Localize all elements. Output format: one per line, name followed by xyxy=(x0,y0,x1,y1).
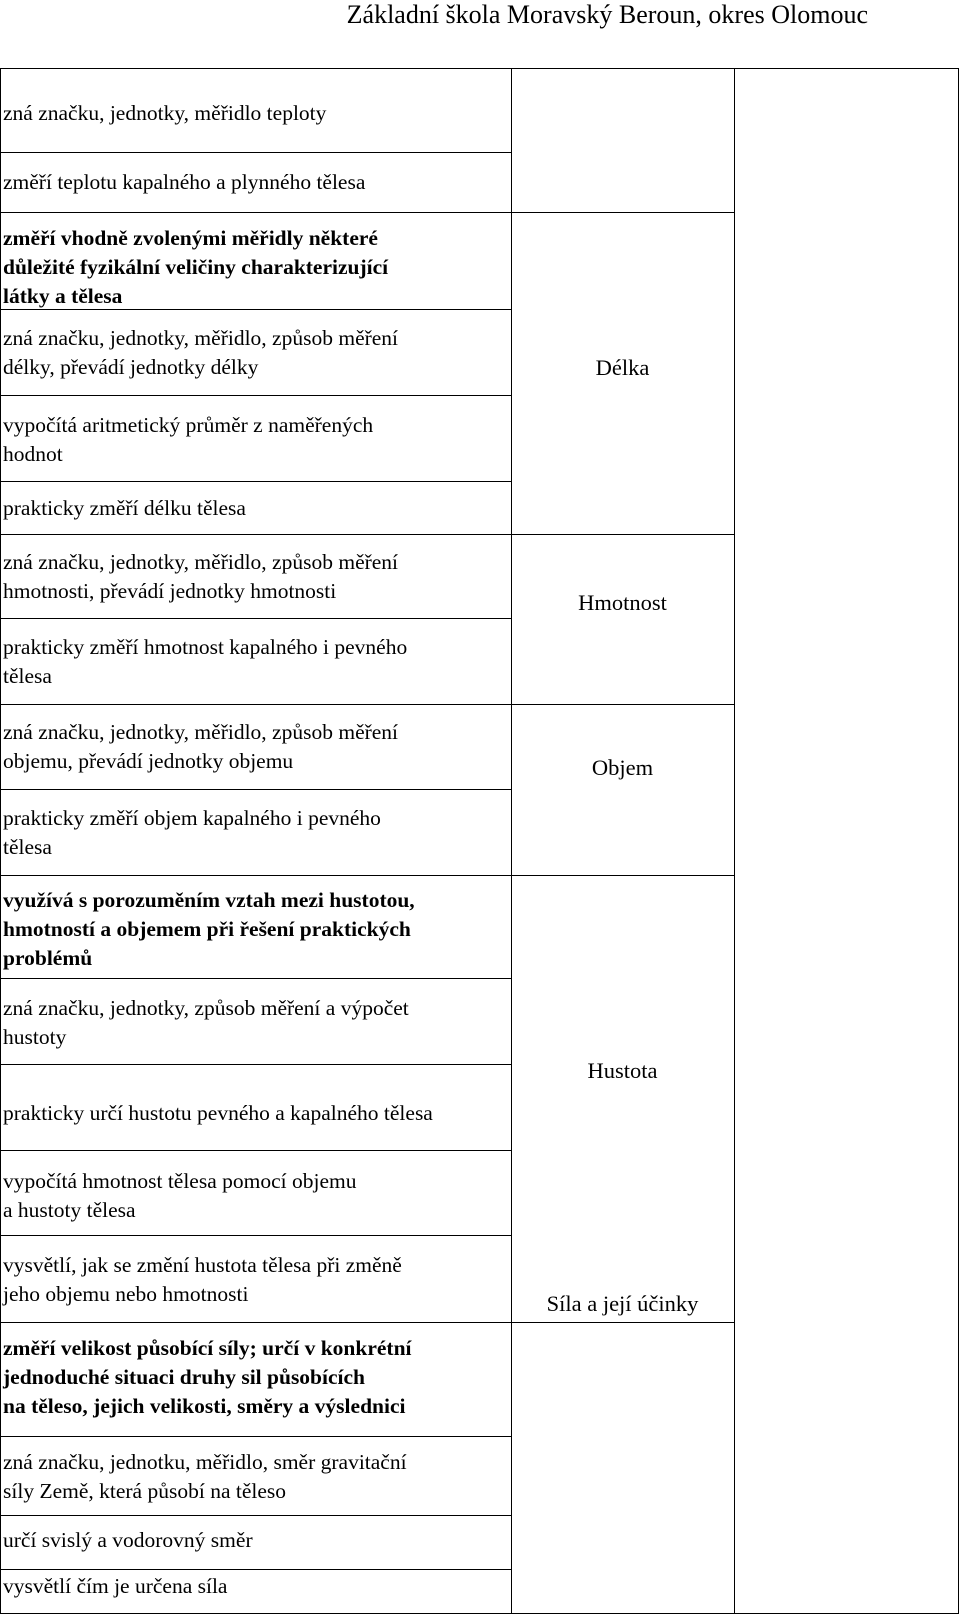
topic-label: Objem xyxy=(591,755,654,780)
row-divider xyxy=(1,1322,511,1323)
topic-divider xyxy=(511,534,734,535)
outcome-row xyxy=(1,1334,511,1421)
outcome-line: vysvětlí, jak se změní hustota tělesa při změně xyxy=(3,1253,402,1277)
outcome-line: zná značku, jednotku, měřidlo, směr gravitační xyxy=(3,1450,407,1474)
topic-label: Hmotnost xyxy=(578,590,667,615)
topic-divider xyxy=(511,1322,734,1323)
outcome-line: vysvětlí čím je určena síla xyxy=(3,1574,228,1598)
outcome-line: na těleso, jejich velikosti, směry a výslednici xyxy=(3,1394,406,1418)
row-divider xyxy=(1,481,511,482)
outcome-row xyxy=(1,168,511,197)
outcome-line: zná značku, jednotky, měřidlo teploty xyxy=(3,101,327,125)
outcome-line: změří teplotu kapalného a plynného tělesa xyxy=(3,170,366,194)
outcome-line: prakticky změří hmotnost kapalného i pevného xyxy=(3,635,408,659)
row-divider xyxy=(1,789,511,790)
outcome-line: hustoty xyxy=(3,1025,67,1049)
outcome-line: hodnot xyxy=(3,442,63,466)
outcome-row xyxy=(1,1251,511,1309)
outcome-row xyxy=(1,718,511,776)
topic-label: Hustota xyxy=(587,1058,658,1083)
outcome-line: zná značku, jednotky, měřidlo, způsob měření xyxy=(3,326,399,350)
curriculum-table xyxy=(0,68,959,1614)
outcome-row xyxy=(1,548,511,606)
outcome-row xyxy=(1,1526,511,1555)
outcome-line: a hustoty tělesa xyxy=(3,1198,136,1222)
row-divider xyxy=(1,309,511,310)
row-divider xyxy=(1,618,511,619)
outcome-line: látky a tělesa xyxy=(3,284,123,308)
outcome-row xyxy=(1,411,511,469)
topic-divider xyxy=(511,875,734,876)
outcome-line: délky, převádí jednotky délky xyxy=(3,355,259,379)
outcome-row xyxy=(1,994,511,1052)
column-divider-2 xyxy=(734,69,735,1613)
outcome-row xyxy=(1,99,511,128)
outcome-line: prakticky změří délku tělesa xyxy=(3,496,246,520)
row-divider xyxy=(1,1150,511,1151)
outcome-row xyxy=(1,886,511,973)
school-header: Základní škola Moravský Beroun, okres Olomouc xyxy=(346,0,868,29)
row-divider xyxy=(1,1569,511,1570)
row-divider xyxy=(1,875,511,876)
row-divider xyxy=(1,395,511,396)
outcome-line: síly Země, která působí na těleso xyxy=(3,1479,287,1503)
outcome-line: objemu, převádí jednotky objemu xyxy=(3,749,294,773)
outcome-row xyxy=(1,804,511,862)
outcome-row xyxy=(1,494,511,523)
outcome-line: vypočítá hmotnost tělesa pomocí objemu xyxy=(3,1169,357,1193)
outcome-line: využívá s porozuměním vztah mezi hustotou, xyxy=(3,888,415,912)
outcome-row xyxy=(1,224,511,311)
topic-label: Síla a její účinky xyxy=(546,1291,699,1316)
outcome-row xyxy=(1,1099,511,1128)
outcome-line: zná značku, jednotky, měřidlo, způsob měření xyxy=(3,550,399,574)
row-divider xyxy=(1,152,511,153)
row-divider xyxy=(1,978,511,979)
row-divider xyxy=(1,1235,511,1236)
outcome-line: jeho objemu nebo hmotnosti xyxy=(3,1282,249,1306)
outcome-line: určí svislý a vodorovný směr xyxy=(3,1528,253,1552)
outcome-line: zná značku, jednotky, měřidlo, způsob měření xyxy=(3,720,399,744)
outcome-line: problémů xyxy=(3,946,93,970)
topic-label: Délka xyxy=(595,355,650,380)
outcome-row xyxy=(1,324,511,382)
outcome-row xyxy=(1,1167,511,1225)
row-divider xyxy=(1,704,511,705)
row-divider xyxy=(1,534,511,535)
outcome-line: zná značku, jednotky, způsob měření a výpočet xyxy=(3,996,409,1020)
topic-divider xyxy=(511,212,734,213)
outcome-row xyxy=(1,633,511,691)
row-divider xyxy=(1,1064,511,1065)
outcome-line: tělesa xyxy=(3,664,52,688)
column-divider-1 xyxy=(511,69,512,1613)
outcome-line: vypočítá aritmetický průměr z naměřených xyxy=(3,413,374,437)
outcome-line: změří velikost působící síly; určí v konkrétní xyxy=(3,1336,412,1360)
outcome-line: důležité fyzikální veličiny charakterizující xyxy=(3,255,389,279)
outcome-row xyxy=(1,1448,511,1506)
row-divider xyxy=(1,212,511,213)
outcome-row xyxy=(1,1572,511,1601)
outcome-line: jednoduché situaci druhy sil působících xyxy=(3,1365,366,1389)
outcome-line: změří vhodně zvolenými měřidly některé xyxy=(3,226,378,250)
outcome-line: hmotností a objemem při řešení praktických xyxy=(3,917,411,941)
outcome-line: prakticky změří objem kapalného i pevného xyxy=(3,806,381,830)
topic-divider xyxy=(511,704,734,705)
outcome-line: tělesa xyxy=(3,835,52,859)
row-divider xyxy=(1,1436,511,1437)
row-divider xyxy=(1,1515,511,1516)
outcome-line: prakticky určí hustotu pevného a kapalného tělesa xyxy=(3,1101,433,1125)
outcome-line: hmotnosti, převádí jednotky hmotnosti xyxy=(3,579,337,603)
